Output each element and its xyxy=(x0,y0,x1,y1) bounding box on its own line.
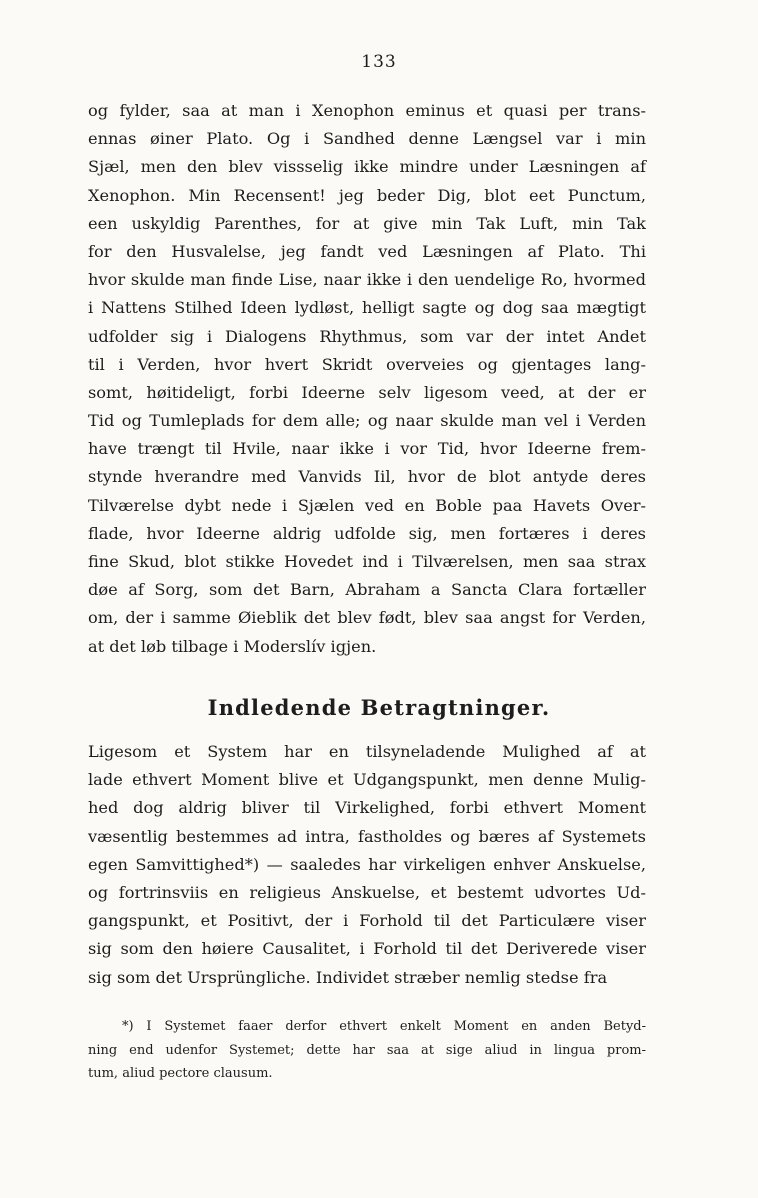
text-line: een uskyldig Parenthes, for at give min Tak Luft, min Tak xyxy=(88,213,646,233)
text-line: ennas øiner Plato. Og i Sandhed denne Længsel var i min xyxy=(88,129,646,149)
text-line: hvor skulde man finde Lise, naar ikke i den uendelige Ro, hvormed xyxy=(88,270,646,290)
text-line: i Nattens Stilhed Ideen lydløst, helligt sagte og dog saa mægtigt xyxy=(88,298,646,318)
text-line: have trængt til Hvile, naar ikke i vor Tid, hvor Ideerne frem- xyxy=(88,439,646,459)
text-line: sig som det Ursprüngliche. Individet stræber nemlig stedse fra xyxy=(88,967,608,987)
footnote-line: ning end udenfor Systemet; dette har saa at sige aliud in lingua prom- xyxy=(88,1042,646,1058)
text-line: og fortrinsviis en religieus Anskuelse, et bestemt udvortes Ud- xyxy=(88,882,646,902)
text-line: udfolder sig i Dialogens Rhythmus, som var der intet Andet xyxy=(88,326,646,346)
text-line: Tilværelse dybt nede i Sjælen ved en Boble paa Havets Over- xyxy=(88,495,646,515)
footnote xyxy=(88,1015,646,1086)
footnote-line: *) I Systemet faaer derfor ethvert enkelt Moment en anden Betyd- xyxy=(122,1019,646,1034)
text-line: og fylder, saa at man i Xenophon eminus et quasi per trans- xyxy=(88,101,646,120)
text-line: somt, høitideligt, forbi Ideerne selv ligesom veed, at der er xyxy=(88,382,646,402)
text-line: stynde hverandre med Vanvids Iil, hvor de blot antyde deres xyxy=(88,467,646,487)
text-line: Xenophon. Min Recensent! jeg beder Dig, blot eet Punctum, xyxy=(88,185,646,205)
page-number: 133 xyxy=(361,52,397,72)
text-line: om, der i samme Øieblik det blev født, blev saa angst for Verden, xyxy=(88,608,646,628)
text-line: Ligesom et System har en tilsyneladende Mulighed af at xyxy=(88,742,646,761)
text-line: sig som den høiere Causalitet, i Forhold til det Deriverede viser xyxy=(88,939,646,959)
text-line: fine Skud, blot stikke Hovedet ind i Tilværelsen, men saa strax xyxy=(88,552,646,571)
section-heading: Indledende Betragtninger. xyxy=(207,695,551,720)
text-line: egen Samvittighed*) — saaledes har virkeligen enhver Anskuelse, xyxy=(88,854,646,874)
text-line: gangspunkt, et Positivt, der i Forhold til det Particulære viser xyxy=(88,911,646,931)
text-line: til i Verden, hvor hvert Skridt overveies og gjentages lang- xyxy=(88,354,646,374)
text-line: Sjæl, men den blev vissselig ikke mindre under Læsningen af xyxy=(88,157,646,177)
text-line: døe af Sorg, som det Barn, Abraham a Sancta Clara fortæller xyxy=(88,580,646,600)
footnote-line: tum, aliud pectore clausum. xyxy=(88,1066,273,1081)
text-line: for den Husvalelse, jeg fandt ved Læsningen af Plato. Thi xyxy=(88,241,646,261)
text-line: lade ethvert Moment blive et Udgangspunkt, men denne Mulig- xyxy=(88,770,646,790)
text-line: at det løb tilbage i Moderslív igjen. xyxy=(88,636,377,656)
paragraph-plato xyxy=(88,97,646,661)
text-line: Tid og Tumleplads for dem alle; og naar skulde man vel i Verden xyxy=(88,411,646,431)
text-line: hed dog aldrig bliver til Virkelighed, forbi ethvert Moment xyxy=(88,798,646,818)
text-line: flade, hvor Ideerne aldrig udfolde sig, men fortæres i deres xyxy=(88,523,646,543)
paragraph-system xyxy=(88,738,646,992)
text-line: væsentlig bestemmes ad intra, fastholdes og bæres af Systemets xyxy=(88,826,646,846)
